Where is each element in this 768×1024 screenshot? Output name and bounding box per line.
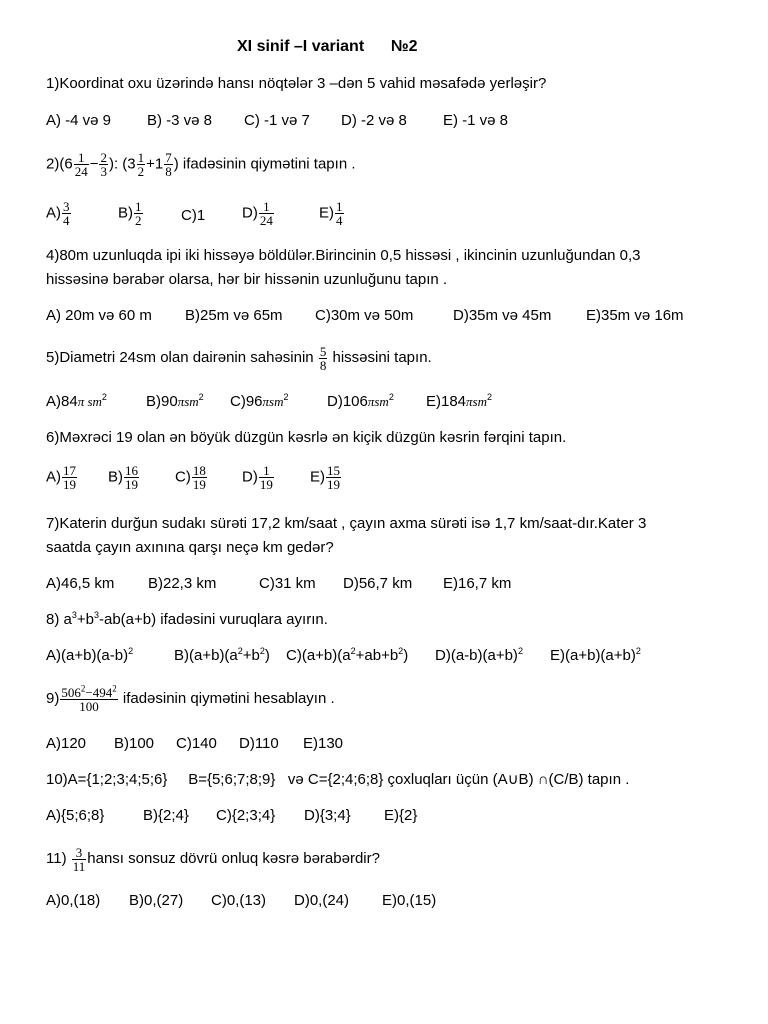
q9-option-a: A)120 [46,735,87,752]
q6-option-b: B) $\frac{16}{19}$ [108,463,138,492]
q9-fraction: $\frac{506^2-494^2}{100}$ [61,683,117,714]
q4-option-e: E)35m və 16m [586,307,684,324]
q9-option-d: D)110 [239,735,279,752]
q7-option-a: A)46,5 km [46,575,115,592]
q2-tail: ) ifadəsinin qiymətini tapın . [173,155,356,173]
question-6: 6)Məxrəci 19 olan ən böyük düzgün kəsrlə ən kiçik düzgün kəsrin fərqini tapın. [46,429,567,446]
page-title: XI sinif –I variant №2 [237,38,418,55]
q11-label: 11) [46,850,67,867]
q8-option-b: $B)(a+b)(a^2+b^2)$ [174,646,270,664]
q2-minus: − [89,155,99,173]
q7-option-b: B)22,3 km [148,575,217,592]
q4-option-a: A) 20m və 60 m [46,307,152,324]
q11-option-c: C)0,(13) [211,892,267,909]
q2-fraction-4: $\frac{7}{8}$ [165,150,172,179]
q1-option-c: C) -1 və 7 [244,112,310,129]
q2-option-c: C)1 [181,207,206,224]
q9-option-b: B)100 [114,735,155,752]
q8-option-c: $C)(a+b)(a^2+ab+b^2)$ [286,646,409,664]
q11-post: hansı sonsuz dövrü onluq kəsrə bərabərdir? [87,850,380,867]
q1-option-d: D) -2 və 8 [341,112,407,129]
q10-option-a: A){5;6;8} [46,807,105,824]
q2-option-d: D) $\frac{1}{24}$ [242,199,273,228]
q9-option-e: E)130 [303,735,344,752]
question-5 [46,344,432,372]
q5-option-e: E)184πsm$^2$ [426,392,493,410]
question-4-line-1: 4)80m uzunluqda ipi iki hissəyə böldülər.Birincinin 0,5 hissəsi , ikincinin uzunluğundan 0,3 [46,247,641,264]
q5-option-b: B)90πsm$^2$ [146,392,204,410]
q8-option-a: $A)(a+b)(a-b)^2$ [46,646,134,664]
q10-option-b: B){2;4} [143,807,189,824]
q5-fraction: $\frac{5}{8}$ [319,343,327,373]
q2-label: 2)(6 [46,155,73,173]
question-7-line-2: saatda çayın axınına qarşı neçə km gedər? [46,539,334,556]
q5-post: hissəsini tapın. [332,349,432,366]
q2-plus: +1 [146,155,164,173]
question-2 [46,151,356,178]
q11-option-a: A)0,(18) [46,892,101,909]
q2-fraction-3: $\frac{1}{2}$ [137,150,145,179]
q2-option-b: B) $\frac{1}{2}$ [118,199,142,228]
q1-option-b: B) -3 və 8 [147,112,213,129]
q10-option-e: E){2} [384,807,418,824]
q6-option-c: C) $\frac{18}{19}$ [175,463,206,492]
q2-option-e: E) $\frac{1}{4}$ [319,199,343,228]
question-8: 8) $a^3+b^3-ab(a+b)$ ifadəsini vuruqlara ayırın. [46,610,328,628]
q9-label: 9) [46,690,60,707]
q6-option-a: A) $\frac{17}{19}$ [46,463,76,492]
q2-fraction-1: $\frac{1}{24}$ [74,150,88,179]
q4-option-b: B)25m və 65m [185,307,283,324]
q6-option-d: D) $\frac{1}{19}$ [242,463,273,492]
q11-option-d: D)0,(24) [294,892,350,909]
question-4-line-2: hissəsinə bərabər olarsa, hər bir hissənin uzunluğunu tapın . [46,271,448,288]
question-9 [46,682,335,716]
q5-option-c: C)96πsm$^2$ [230,392,289,410]
q11-option-b: B)0,(27) [129,892,184,909]
q2-fraction-2: $\frac{2}{3}$ [100,150,107,179]
q8-option-e: $E)(a+b)(a+b)^2$ [550,646,641,664]
q7-option-e: E)16,7 km [443,575,512,592]
q4-option-c: C)30m və 50m [315,307,414,324]
q1-option-a: A) -4 və 9 [46,112,112,129]
q9-post: ifadəsinin qiymətini hesablayın . [122,690,335,707]
q2-mid: ): (3 [108,155,136,173]
q10-option-d: D){3;4} [304,807,351,824]
q1-option-e: E) -1 və 8 [443,112,509,129]
question-10: 10)A={1;2;3;4;5;6} B={5;6;7;8;9} və C={2;4;6;8} çoxluqları üçün (A∪B) ∩(C/B) tapın . [46,771,630,788]
q5-pre: 5)Diametri 24sm olan dairənin sahəsinin [46,349,314,366]
q9-option-c: C)140 [176,735,217,752]
q7-option-c: C)31 km [259,575,316,592]
q11-option-e: E)0,(15) [382,892,437,909]
q5-option-a: A)84π $sm^2$ [46,392,107,410]
q5-option-d: D)106πsm$^2$ [327,392,394,410]
q8-option-d: $D)(a-b)(a+b)^2$ [435,646,523,664]
q7-option-d: D)56,7 km [343,575,413,592]
question-1: 1)Koordinat oxu üzərində hansı nöqtələr 3 –dən 5 vahid məsafədə yerləşir? [46,75,547,92]
q11-fraction: $\frac{3}{11}$ [72,844,86,874]
q4-option-d: D)35m və 45m [453,307,552,324]
q10-option-c: C){2;3;4} [216,807,276,824]
q6-option-e: E) $\frac{15}{19}$ [310,463,340,492]
q2-option-a: A) $\frac{3}{4}$ [46,199,70,228]
question-11 [46,845,380,873]
question-7-line-1: 7)Katerin durğun sudakı sürəti 17,2 km/saat , çayın axma sürəti isə 1,7 km/saat-dır.Kater 3 [46,515,647,532]
